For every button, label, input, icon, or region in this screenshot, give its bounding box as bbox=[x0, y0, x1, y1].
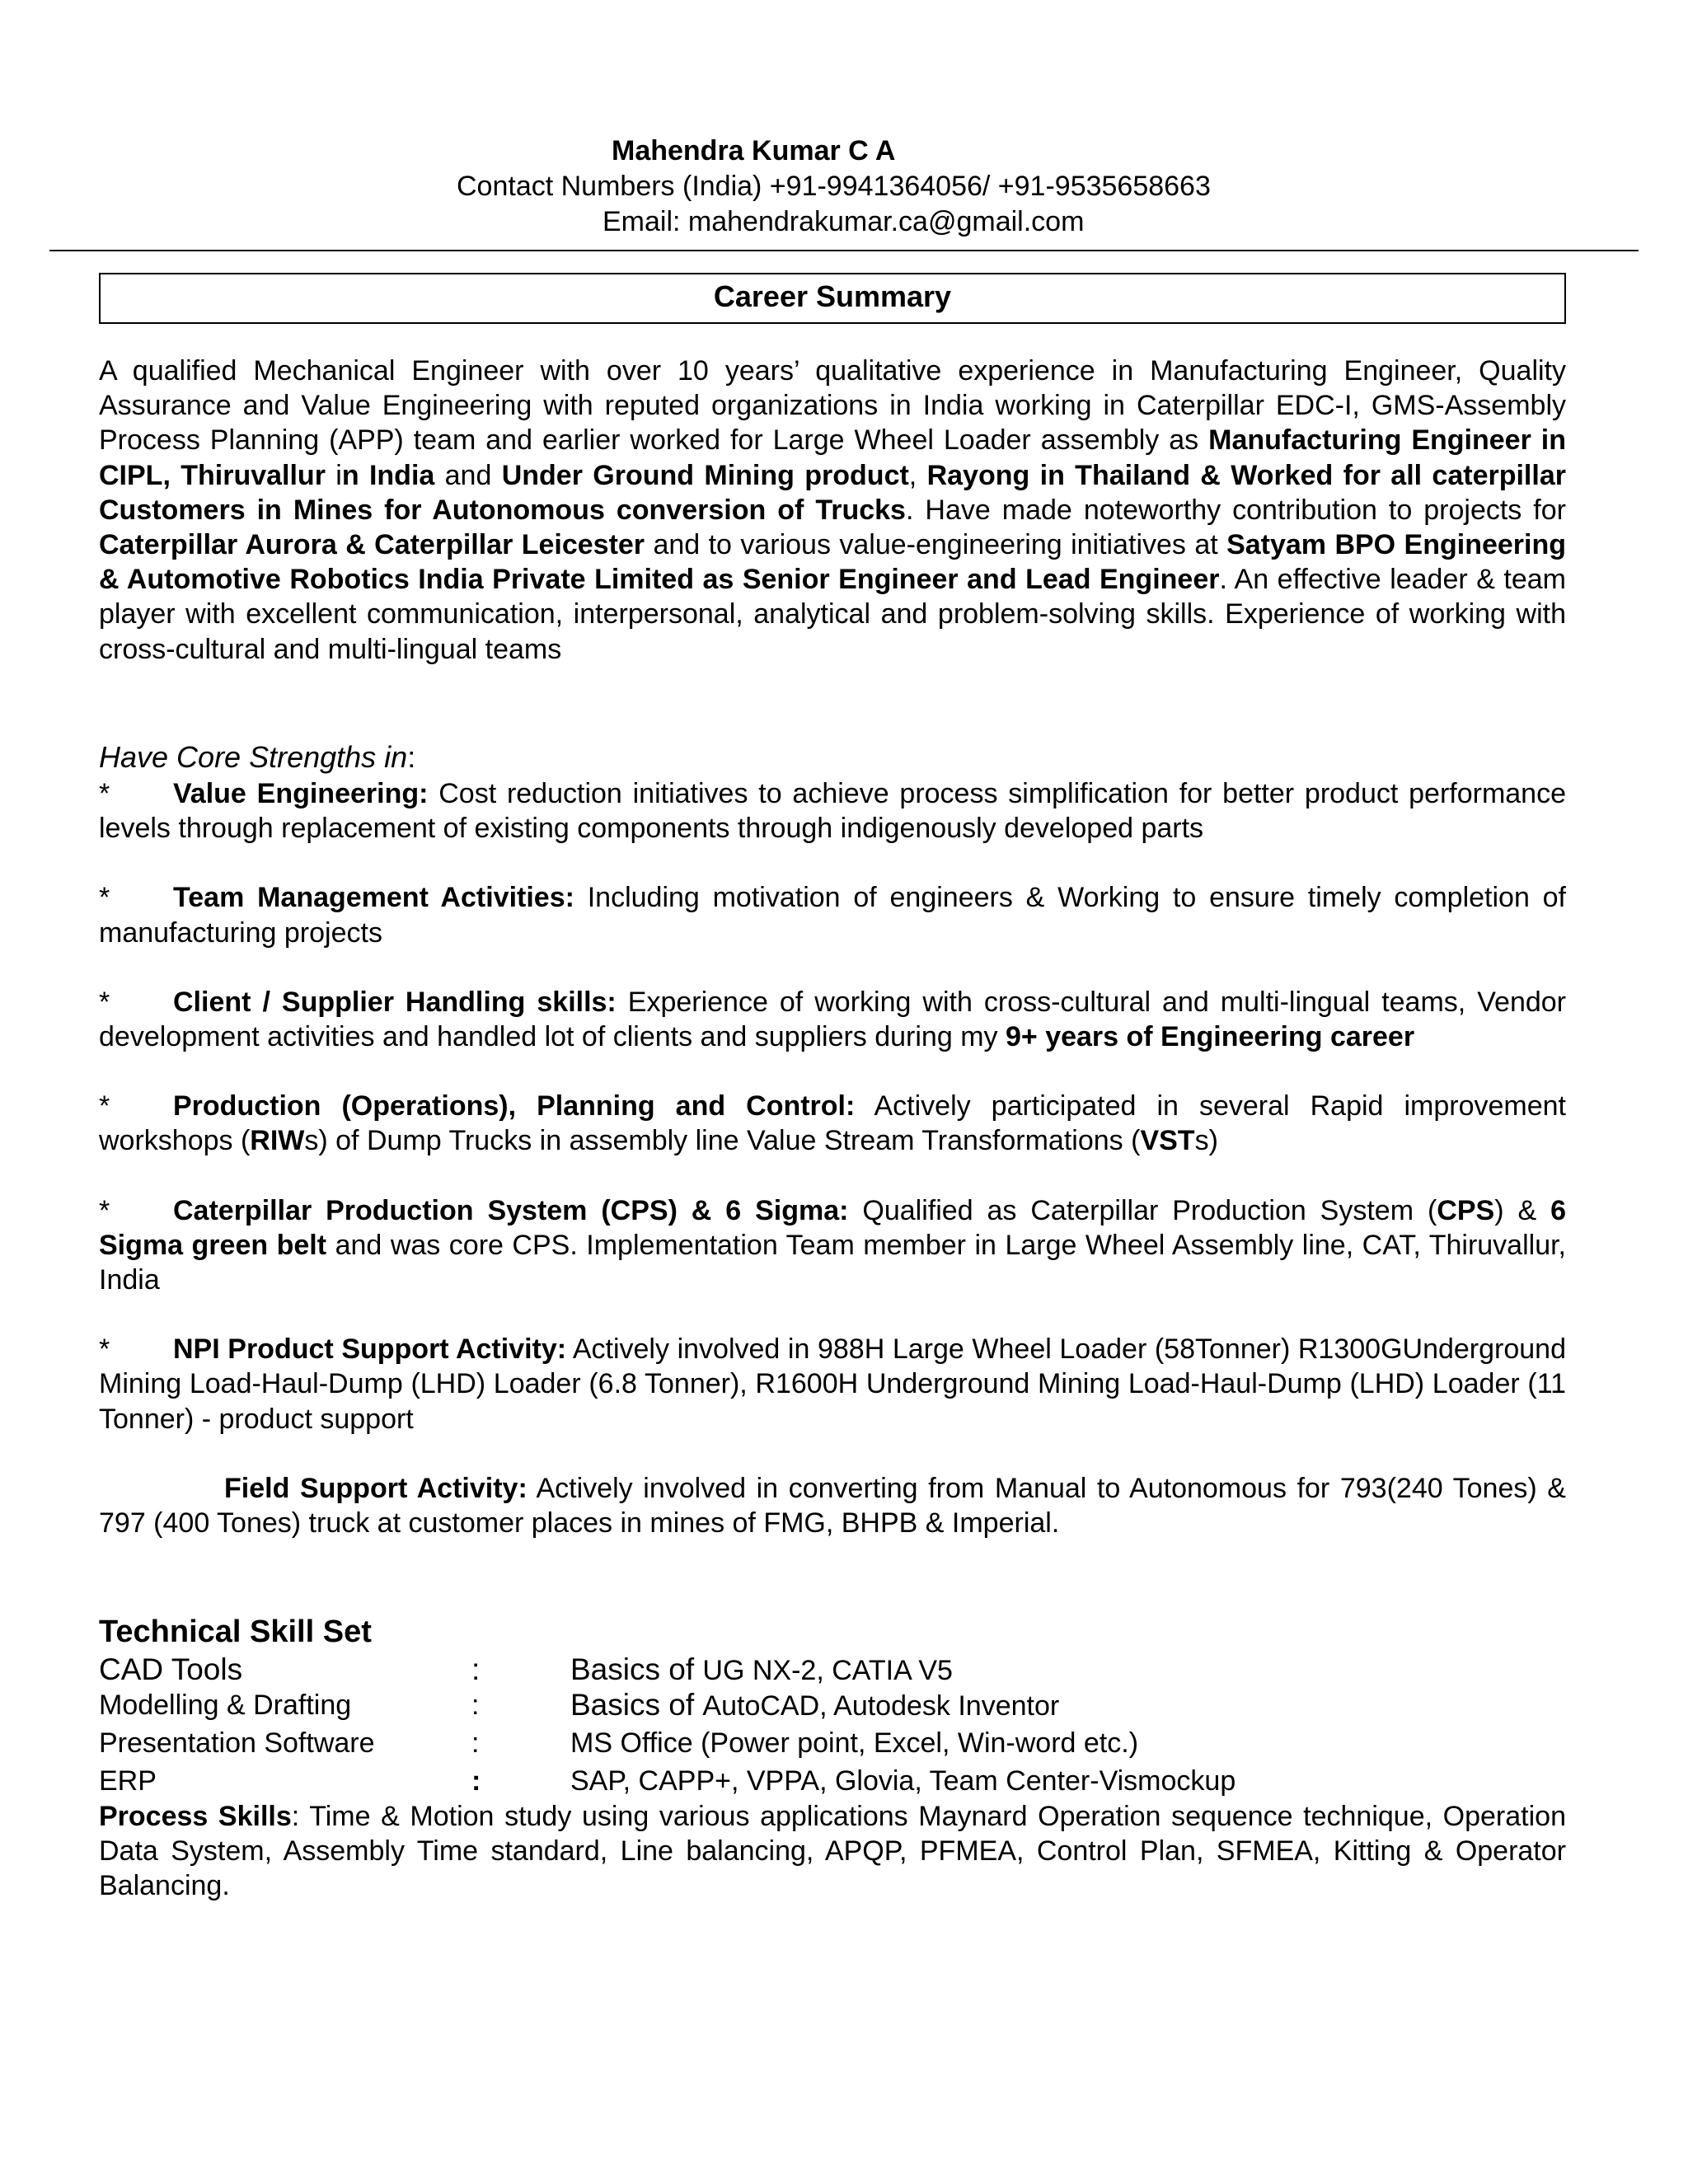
summary-bold: Rayong in Thailand & Worked for all caterpillar Customers in Mines for Autonomous conversion of Trucks bbox=[99, 459, 1566, 526]
candidate-name: Mahendra Kumar C A bbox=[612, 135, 896, 166]
summary-bold: Under Ground Mining product bbox=[501, 459, 909, 491]
skill-colon: : bbox=[471, 1652, 481, 1686]
summary-text: . An effective leader & team player with excellent communication, interpersonal, analytical and problem-solving skills. Experience of working with cross-cultural and multi-lingual teams bbox=[99, 564, 1567, 665]
summary-text: i bbox=[325, 459, 342, 491]
strength-text: Qualified as Caterpillar Production System ( bbox=[848, 1194, 1437, 1226]
skill-value: MS Office (Power point, Excel, Win-word etc.) bbox=[570, 1727, 1139, 1759]
summary-bold: Manufacturing Engineer in CIPL, Thiruvallur bbox=[99, 424, 1566, 491]
core-strengths-title bbox=[99, 740, 1566, 775]
skill-row bbox=[99, 1726, 1566, 1764]
skill-value bbox=[570, 1688, 1059, 1723]
skill-colon: : bbox=[471, 1727, 480, 1759]
bullet-star: * bbox=[99, 1333, 110, 1366]
process-skills bbox=[99, 1799, 1566, 1904]
strength-label: Caterpillar Production System (CPS) & 6 Sigma: bbox=[173, 1194, 849, 1226]
skill-colon: : bbox=[471, 1690, 480, 1721]
skill-value-text: AutoCAD, Autodesk Inventor bbox=[702, 1690, 1060, 1722]
summary-text: , bbox=[908, 459, 927, 491]
skill-label: ERP bbox=[99, 1765, 157, 1797]
summary-bold: Caterpillar Aurora & Caterpillar Leicester bbox=[99, 529, 645, 561]
technical-skill-title: Technical Skill Set bbox=[99, 1615, 372, 1649]
summary-bold: n India bbox=[341, 459, 435, 491]
strength-text: Actively involved in converting from Manual to Autonomous for 793(240 Tones) & 797 (400 Tones) truck at customer places in mines of FMG, BHPB & Imperial. bbox=[99, 1472, 1566, 1540]
strength-label: Value Engineering: bbox=[173, 778, 429, 809]
skill-value-prefix: Basics of bbox=[570, 1652, 703, 1686]
core-strengths-section bbox=[99, 740, 1566, 1575]
contact-numbers: Contact Numbers (India) +91-9941364056/ +91-9535658663 bbox=[457, 171, 1211, 202]
bullet-star: * bbox=[99, 882, 110, 914]
strength-text: s) of Dump Trucks in assembly line Value Stream Transformations ( bbox=[304, 1125, 1141, 1157]
core-strengths-heading: Have Core Strengths in bbox=[99, 740, 408, 774]
strength-label: Production (Operations), Planning and Control: bbox=[173, 1090, 856, 1122]
strength-label: Field Support Activity: bbox=[224, 1472, 528, 1504]
skill-row bbox=[99, 1652, 1566, 1688]
technical-skill-section bbox=[99, 1613, 1566, 1904]
core-strengths-colon: : bbox=[407, 740, 416, 774]
skill-value bbox=[570, 1652, 953, 1688]
strength-item bbox=[99, 1471, 1566, 1540]
summary-paragraph bbox=[99, 354, 1566, 667]
strength-item bbox=[99, 880, 1566, 949]
skill-colon: : bbox=[471, 1765, 481, 1797]
process-skills-label: Process Skills bbox=[99, 1801, 292, 1832]
strength-text: Including motivation of engineers & Working to ensure timely completion of manufacturing projects bbox=[99, 882, 1566, 949]
bullet-star: * bbox=[99, 1194, 110, 1226]
header-divider bbox=[49, 250, 1639, 251]
skill-value: SAP, CAPP+, VPPA, Glovia, Team Center-Vismockup bbox=[570, 1765, 1236, 1797]
strength-item bbox=[99, 1193, 1566, 1298]
strength-text: s) bbox=[1194, 1125, 1218, 1157]
process-skills-text: : Time & Motion study using various applications Maynard Operation sequence technique, Operation Data System, Assembly Time standard, Line balancing, APQP, PFMEA, Control Plan, SFMEA, Kitting & Operator Balancing. bbox=[99, 1801, 1566, 1902]
strength-text: ) & bbox=[1494, 1194, 1551, 1226]
summary-text: and to various value-engineering initiatives at bbox=[645, 529, 1227, 561]
skill-row bbox=[99, 1764, 1566, 1799]
summary-bold: Satyam BPO Engineering & Automotive Robotics India Private Limited as Senior Engineer and Lead Engineer bbox=[99, 529, 1566, 596]
strength-text: Cost reduction initiatives to achieve process simplification for better product performance levels through replacement of existing components through indigenously developed parts bbox=[99, 778, 1566, 845]
career-summary-title: Career Summary bbox=[713, 279, 952, 313]
summary-text: . Have made noteworthy contribution to projects for bbox=[905, 494, 1566, 526]
strength-label: Team Management Activities: bbox=[173, 882, 574, 914]
summary-text: A qualified Mechanical Engineer with over 10 years’ qualitative experience in Manufacturing Engineer, Quality Assurance and Value Engineering with reputed organizations in India working in Caterpillar EDC-I, GMS-Assembly Process Planning (APP) team and earlier worked for Large Wheel Loader assembly as bbox=[99, 355, 1566, 457]
strength-text: Experience of working with cross-cultural and multi-lingual teams, Vendor development activities and handled lot of clients and suppliers during my bbox=[99, 986, 1566, 1053]
strength-bold: VST bbox=[1140, 1125, 1195, 1157]
skill-value-prefix: Basics of bbox=[570, 1688, 703, 1722]
strength-item bbox=[99, 1332, 1566, 1436]
summary-text: and bbox=[434, 459, 502, 491]
skill-value-text: UG NX-2, CATIA V5 bbox=[702, 1655, 953, 1686]
strength-item bbox=[99, 985, 1566, 1054]
strength-bold: CPS bbox=[1437, 1194, 1495, 1226]
skill-label: Modelling & Drafting bbox=[99, 1690, 352, 1721]
skill-label: Presentation Software bbox=[99, 1727, 375, 1759]
skill-row bbox=[99, 1688, 1566, 1726]
strength-bold: RIW bbox=[250, 1125, 305, 1157]
skill-label: CAD Tools bbox=[99, 1652, 243, 1686]
bullet-star: * bbox=[99, 1090, 110, 1122]
email-line: Email: mahendrakumar.ca@gmail.com bbox=[603, 206, 1085, 237]
bullet-star: * bbox=[99, 778, 110, 809]
strength-item bbox=[99, 1089, 1566, 1158]
strength-text: Actively participated in several Rapid improvement workshops ( bbox=[99, 1090, 1566, 1157]
strength-label: Client / Supplier Handling skills: bbox=[173, 986, 617, 1018]
strength-bold: 6 Sigma green belt bbox=[99, 1194, 1566, 1261]
strength-label: NPI Product Support Activity: bbox=[173, 1333, 567, 1366]
strength-item bbox=[99, 776, 1566, 846]
bullet-star: * bbox=[99, 986, 110, 1018]
strength-text: and was core CPS. Implementation Team member in Large Wheel Assembly line, CAT, Thiruvallur, India bbox=[99, 1229, 1566, 1296]
career-summary-text bbox=[99, 354, 1566, 667]
strength-text: Actively involved in 988H Large Wheel Loader (58Tonner) R1300GUnderground Mining Load-Haul-Dump (LHD) Loader (6.8 Tonner), R1600H Underground Mining Load-Haul-Dump (LHD) Loader (11 Tonner) - product support bbox=[99, 1333, 1566, 1435]
strength-bold: 9+ years of Engineering career bbox=[1005, 1021, 1415, 1053]
